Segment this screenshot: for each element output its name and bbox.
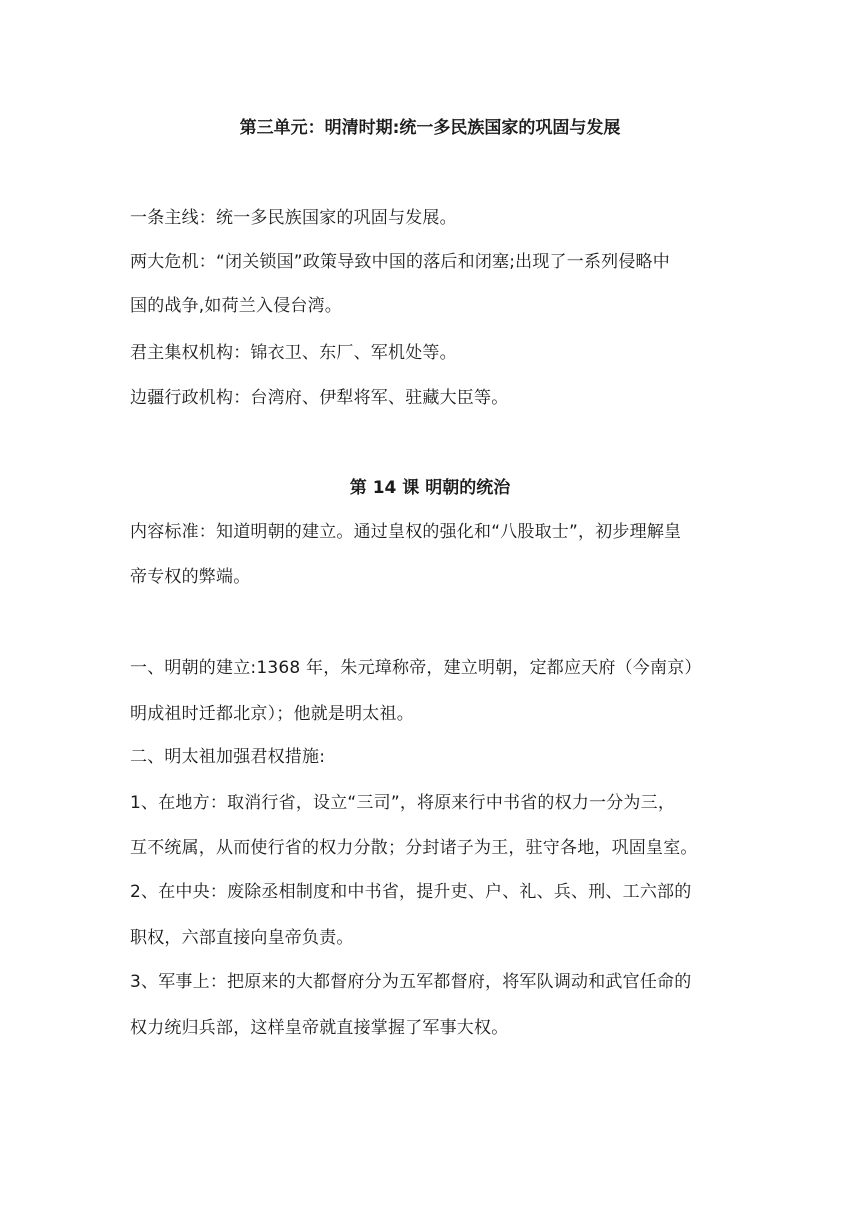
main-line-text: 一条主线：统一多民族国家的巩固与发展。	[130, 208, 457, 228]
ming-founding-line-1: 一、明朝的建立:1368 年，朱元璋称帝，建立明朝，定都应天府（今南京）	[130, 658, 702, 678]
frontier-institutions-text: 边疆行政机构：台湾府、伊犁将军、驻藏大臣等。	[130, 388, 509, 408]
measures-heading: 二、明太祖加强君权措施:	[130, 747, 326, 767]
local-measure-line-1: 1、在地方：取消行省，设立“三司”，将原来行中书省的权力一分为三，	[130, 793, 676, 813]
crises-text-line-2: 国的战争,如荷兰入侵台湾。	[130, 296, 343, 316]
unit-title: 第三单元：明清时期:统一多民族国家的巩固与发展	[239, 118, 621, 138]
military-measure-line-1: 3、军事上：把原来的大都督府分为五军都督府，将军队调动和武官任命的	[130, 972, 692, 992]
central-measure-line-2: 职权，六部直接向皇帝负责。	[130, 928, 354, 948]
central-institutions-text: 君主集权机构：锦衣卫、东厂、军机处等。	[130, 343, 457, 363]
military-measure-line-2: 权力统归兵部，这样皇帝就直接掌握了军事大权。	[130, 1018, 509, 1038]
lesson-title: 第 14 课 明朝的统治	[349, 478, 511, 498]
ming-founding-line-2: 明成祖时迁都北京）；他就是明太祖。	[130, 704, 414, 724]
crises-text-line-1: 两大危机：“闭关锁国”政策导致中国的落后和闭塞;出现了一系列侵略中	[130, 252, 670, 272]
central-measure-line-1: 2、在中央：废除丞相制度和中书省，提升吏、户、礼、兵、刑、工六部的	[130, 882, 692, 902]
content-standard-line-1: 内容标准：知道明朝的建立。通过皇权的强化和“八股取士”，初步理解皇	[130, 522, 682, 542]
content-standard-line-2: 帝专权的弊端。	[130, 567, 251, 587]
local-measure-line-2: 互不统属，从而使行省的权力分散；分封诸子为王，驻守各地，巩固皇室。	[130, 838, 698, 858]
